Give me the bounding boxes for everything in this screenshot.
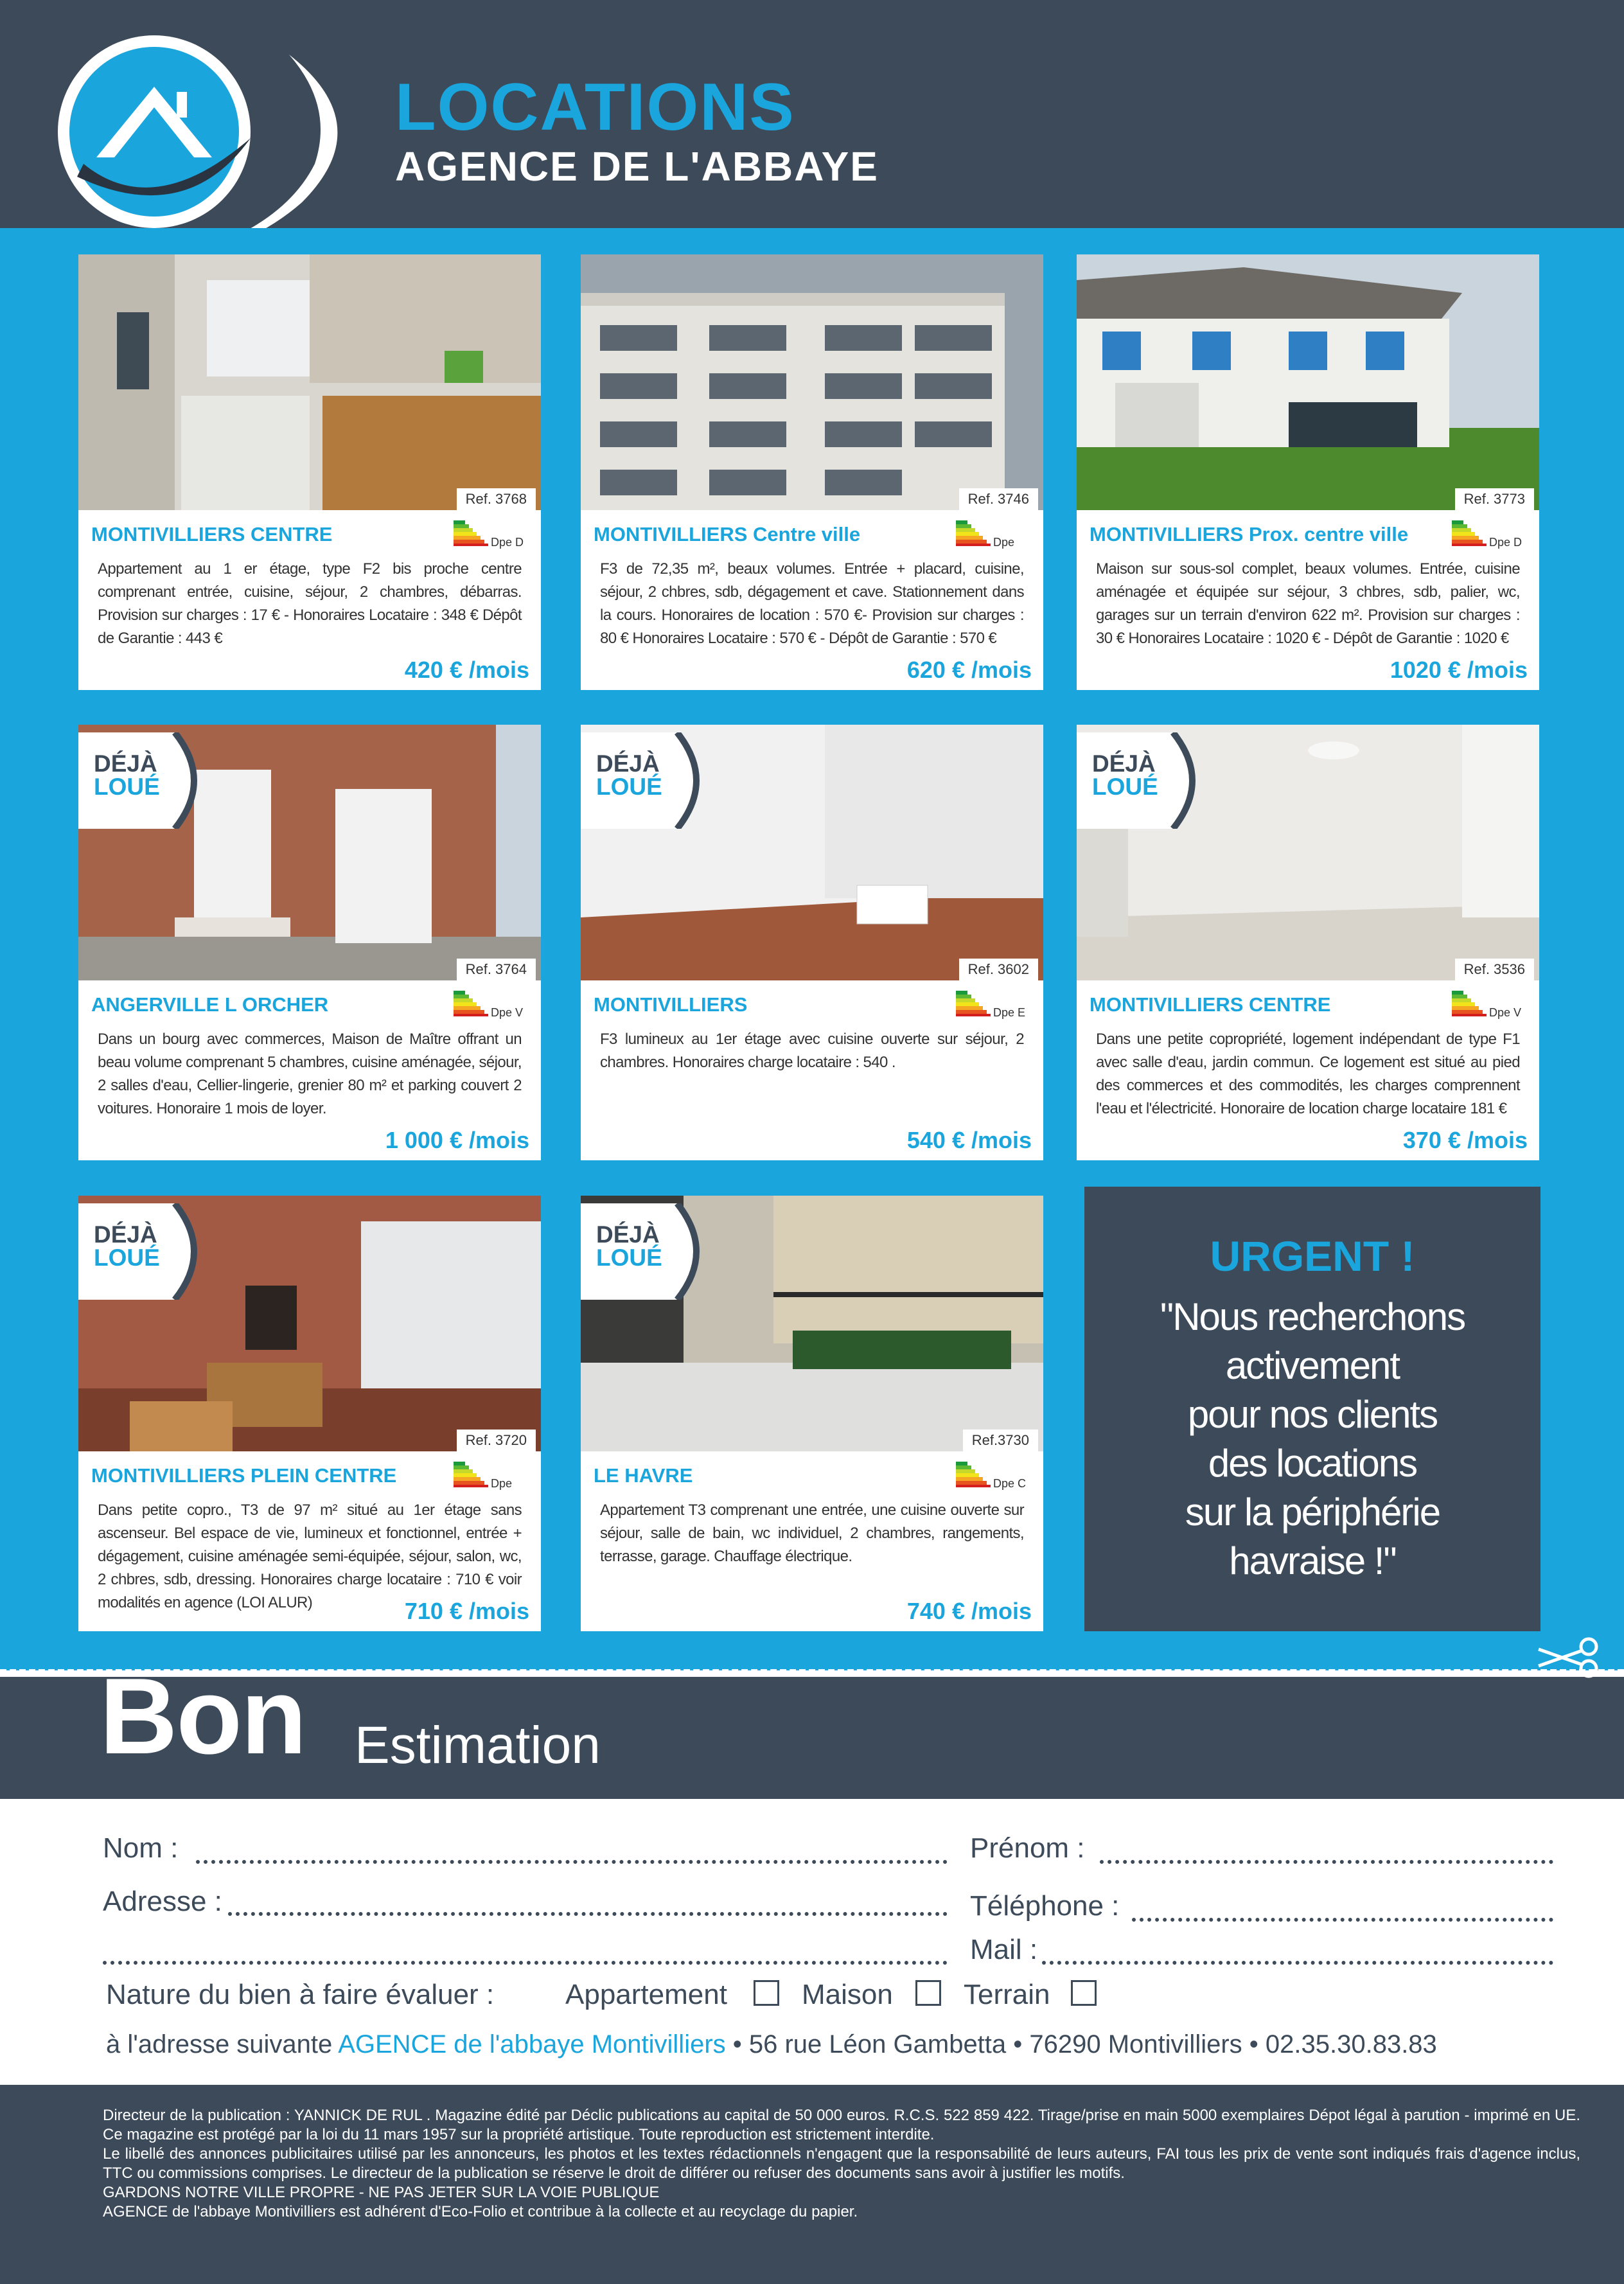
- legal-paragraph: Directeur de la publication : YANNICK DE RUL . Magazine édité par Déclic publications au capital de 50 000 euros. R.C.S. 522 859 422. Tirage/prise en main 5000 exemplaires Dépot légal à parution - imprimé en UE. Ce magazine est protégé par la loi du 11 mars 1957 sur la propriété artistique. Toute reproduction est strictement interdite.: [103, 2107, 1580, 2143]
- rented-badge-line1: DÉJÀ: [94, 1221, 157, 1248]
- listing-ref: Ref. 3768: [457, 488, 536, 510]
- maison-checkbox[interactable]: [915, 1980, 941, 2006]
- listing-card[interactable]: [581, 725, 1043, 1160]
- mail-field[interactable]: [1042, 1961, 1553, 1965]
- urgent-line: sur la périphérie: [1185, 1491, 1440, 1534]
- adresse-field[interactable]: [228, 1912, 948, 1916]
- listing-price: 1020 € /mois: [1390, 657, 1528, 683]
- listing-description: F3 lumineux au 1er étage avec cuisine ouverte sur séjour, 2 chambres. Honoraires charge locataire : 540 .: [600, 1031, 1024, 1071]
- listing-description: F3 de 72,35 m², beaux volumes. Entrée + placard, cuisine, séjour, 2 chbres, sdb, dégagement et cave. Stationnement dans la cours. Honoraires de location : 570 €- Provision sur charges : 80 € Honoraires Locataire : 570 € - Dépôt de Garantie : 570 €: [600, 560, 1024, 647]
- listing-card[interactable]: [78, 254, 541, 690]
- listing-description: Appartement au 1 er étage, type F2 bis proche centre comprenant entrée, cuisine, séjour, 2 chambres, débarras. Provision sur charges : 17 € - Honoraires Locataire : 348 € Dépôt de Garantie : 443 €: [98, 560, 522, 647]
- nom-label: Nom :: [103, 1832, 179, 1864]
- listing-ref: Ref. 3720: [457, 1430, 536, 1451]
- agency-name: AGENCE DE L'ABBAYE: [395, 143, 879, 190]
- dpe-badge: [956, 1462, 1032, 1494]
- option-appartement-label: Appartement: [565, 1979, 727, 2010]
- rented-badge-line1: DÉJÀ: [596, 750, 660, 777]
- listing-ref: Ref. 3764: [457, 959, 536, 980]
- prenom-field[interactable]: [1100, 1860, 1553, 1864]
- urgent-line: pour nos clients: [1187, 1393, 1438, 1436]
- rented-badge-line1: DÉJÀ: [596, 1221, 660, 1248]
- dpe-badge: [956, 991, 1032, 1023]
- option-maison-label: Maison: [802, 1979, 893, 2010]
- dpe-badge: [454, 1462, 529, 1494]
- rented-badge: [581, 1203, 709, 1300]
- adresse-field-line2[interactable]: [103, 1961, 948, 1965]
- listing-card[interactable]: [1077, 254, 1539, 690]
- listing-photo: [78, 725, 541, 980]
- bon-subtitle: Estimation: [355, 1716, 601, 1775]
- prenom-label: Prénom :: [970, 1832, 1085, 1864]
- listing-photo: [78, 254, 541, 510]
- adresse-label: Adresse :: [103, 1886, 222, 1917]
- listing-photo: [581, 254, 1043, 510]
- listing-card[interactable]: [581, 254, 1043, 690]
- energy-rating-icon: [454, 520, 488, 546]
- dpe-label: Dpe E: [993, 1006, 1026, 1019]
- dpe-label: Dpe: [491, 1477, 513, 1490]
- legal-paragraph: Le libellé des annonces publicitaires utilisé par les annonceurs, les photos et les textes rédactionnels n'engagent que la responsabilité de leurs auteurs, FAI tous les prix de vente sont indiqués frais d'agence inclus, TTC ou commissions comprises. Le directeur de la publication se réserve le droit de différer ou refuser des documents sans avoir à justifier les motifs.: [103, 2145, 1580, 2182]
- listing-ref: Ref.3730: [963, 1430, 1038, 1451]
- dpe-label: Dpe C: [993, 1477, 1027, 1490]
- bon-title: Bon: [100, 1656, 306, 1776]
- terrain-checkbox[interactable]: [1071, 1980, 1097, 2006]
- listing-photo: [581, 1196, 1043, 1451]
- urgent-line: havraise !": [1229, 1539, 1396, 1582]
- legal-paragraph: GARDONS NOTRE VILLE PROPRE - NE PAS JETER SUR LA VOIE PUBLIQUE: [103, 2184, 660, 2201]
- rented-badge-line2: LOUÉ: [94, 774, 160, 800]
- legal-paragraph: AGENCE de l'abbaye Montivilliers est adhérent d'Eco-Folio et contribue à la collecte et au recyclage du papier.: [103, 2203, 858, 2220]
- address-prefix: à l'adresse suivante: [106, 2030, 333, 2058]
- listing-price: 420 € /mois: [404, 657, 529, 683]
- listing-location: MONTIVILLIERS CENTRE: [1090, 993, 1331, 1016]
- listing-price: 370 € /mois: [1402, 1127, 1528, 1153]
- appartement-checkbox[interactable]: [754, 1980, 779, 2006]
- dpe-label: Dpe D: [1489, 536, 1522, 549]
- rented-badge: [1077, 732, 1205, 829]
- listing-ref: Ref. 3773: [1455, 488, 1534, 510]
- rented-badge-line1: DÉJÀ: [94, 750, 157, 777]
- listing-price: 620 € /mois: [906, 657, 1032, 683]
- listing-ref: Ref. 3602: [959, 959, 1038, 980]
- listing-photo: [1077, 725, 1539, 980]
- listing-location: MONTIVILLIERS: [594, 993, 748, 1016]
- listing-card[interactable]: [581, 1196, 1043, 1631]
- energy-rating-icon: [956, 520, 991, 546]
- listing-photo: [581, 725, 1043, 980]
- listing-price: 1 000 € /mois: [385, 1127, 529, 1153]
- telephone-field[interactable]: [1132, 1918, 1553, 1922]
- listing-location: MONTIVILLIERS PLEIN CENTRE: [91, 1464, 397, 1487]
- rented-badge: [78, 1203, 207, 1300]
- listing-location: LE HAVRE: [594, 1464, 693, 1487]
- dpe-badge: [454, 991, 529, 1023]
- dpe-badge: [956, 520, 1032, 553]
- listing-location: MONTIVILLIERS Centre ville: [594, 523, 861, 545]
- urgent-line: "Nous recherchons: [1160, 1295, 1465, 1338]
- listing-ref: Ref. 3746: [959, 488, 1038, 510]
- page-title: LOCATIONS: [395, 70, 795, 145]
- rented-badge: [78, 732, 207, 829]
- energy-rating-icon: [1452, 991, 1487, 1016]
- dpe-label: Dpe V: [491, 1006, 524, 1019]
- urgent-line: des locations: [1208, 1442, 1417, 1485]
- energy-rating-icon: [956, 991, 991, 1016]
- dpe-label: Dpe D: [491, 536, 524, 549]
- dpe-badge: [1452, 520, 1528, 553]
- rented-badge-line2: LOUÉ: [1092, 774, 1158, 800]
- energy-rating-icon: [1452, 520, 1487, 546]
- listing-photo: [1077, 254, 1539, 510]
- legal-notice: [103, 2106, 1580, 2222]
- listing-price: 710 € /mois: [404, 1598, 529, 1624]
- nature-label: Nature du bien à faire évaluer :: [106, 1979, 495, 2010]
- rented-badge-line2: LOUÉ: [596, 774, 662, 800]
- rented-badge-line1: DÉJÀ: [1092, 750, 1156, 777]
- listing-location: MONTIVILLIERS Prox. centre ville: [1090, 523, 1409, 545]
- nom-field[interactable]: [196, 1860, 948, 1864]
- energy-rating-icon: [956, 1462, 991, 1487]
- urgent-message: [1084, 1293, 1540, 1586]
- dpe-badge: [1452, 991, 1528, 1023]
- listing-location: ANGERVILLE L ORCHER: [91, 993, 329, 1016]
- energy-rating-icon: [454, 991, 488, 1016]
- energy-rating-icon: [454, 1462, 488, 1487]
- listing-ref: Ref. 3536: [1455, 959, 1534, 980]
- listing-card[interactable]: [78, 1196, 541, 1631]
- dpe-label: Dpe V: [1489, 1006, 1522, 1019]
- dpe-label: Dpe: [993, 536, 1015, 549]
- listing-description: Dans un bourg avec commerces, Maison de Maître offrant un beau volume comprenant 5 chambres, cuisine aménagée, séjour, 2 salles d'eau, Cellier-lingerie, grenier 80 m² et parking couvert 2 voitures. Honoraire 1 mois de loyer.: [98, 1031, 522, 1117]
- address-details: • 56 rue Léon Gambetta • 76290 Montivilliers • 02.35.30.83.83: [732, 2030, 1437, 2058]
- urgent-heading: URGENT !: [1210, 1232, 1415, 1280]
- listing-card[interactable]: [1077, 725, 1539, 1160]
- listing-location: MONTIVILLIERS CENTRE: [91, 523, 333, 545]
- scissors-icon: [1532, 1635, 1603, 1680]
- listing-description: Maison sur sous-sol complet, beaux volumes. Entrée, cuisine aménagée et équipée sur séjour, 3 chbres, sdb, palier, wc, garages sur un terrain d'environ 622 m². Provision sur charges : 30 € Honoraires Locataire : 1020 € - Dépôt de Garantie : 1020 €: [1096, 560, 1520, 647]
- mail-label: Mail :: [970, 1934, 1038, 1965]
- agency-name-link: AGENCE de l'abbaye Montivilliers: [338, 2030, 726, 2058]
- agency-address: [106, 2030, 1437, 2059]
- telephone-label: Téléphone :: [970, 1890, 1120, 1922]
- listing-description: Dans une petite copropriété, logement indépendant de type F1 avec salle d'eau, jardin commun. Ce logement est situé au pied des commerces et des commodités, les charges comprennent l'eau et l'électricité. Honoraire de location charge locataire 181 €: [1096, 1031, 1520, 1117]
- rented-badge: [581, 732, 709, 829]
- option-terrain-label: Terrain: [964, 1979, 1050, 2010]
- listing-description: Appartement T3 comprenant une entrée, une cuisine ouverte sur séjour, salle de bain, wc individuel, 2 chambres, rangements, terrasse, garage. Chauffage électrique.: [600, 1501, 1024, 1565]
- urgent-line: activement: [1225, 1344, 1400, 1387]
- urgent-notice: [1084, 1187, 1540, 1631]
- listing-description: Dans petite copro., T3 de 97 m² situé au 1er étage sans ascenseur. Bel espace de vie, lumineux et fonctionnel, entrée + dégagement, cuisine aménagée semi-équipée, séjour, salon, wc, 2 chbres, sdb, dressing. Honoraires charge locataire : 710 € voir modalités en agence (LOI ALUR): [98, 1501, 522, 1611]
- rented-badge-line2: LOUÉ: [94, 1244, 160, 1271]
- listing-card[interactable]: [78, 725, 541, 1160]
- rented-badge-line2: LOUÉ: [596, 1244, 662, 1271]
- dpe-badge: [454, 520, 529, 553]
- listing-photo: [78, 1196, 541, 1451]
- listing-price: 740 € /mois: [906, 1598, 1032, 1624]
- listing-price: 540 € /mois: [906, 1127, 1032, 1153]
